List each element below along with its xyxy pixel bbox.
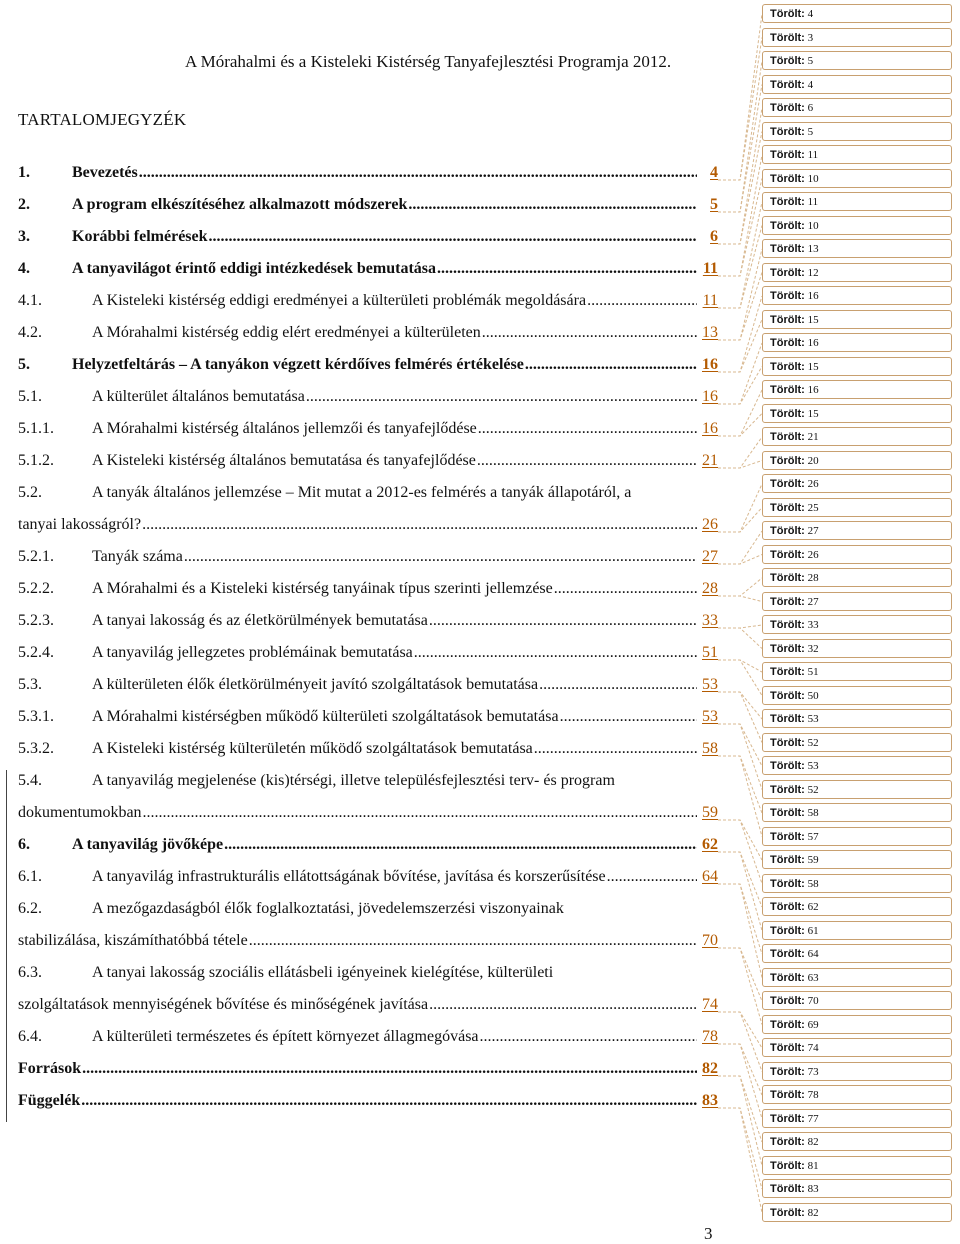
- comment-leader-line: [718, 724, 762, 766]
- comment-value: 82: [807, 1136, 819, 1148]
- deleted-comment-balloon[interactable]: [762, 921, 952, 940]
- comment-label: Törölt:: [770, 877, 805, 890]
- toc-entry-title: A Kisteleki kistérség általános bemutatása és tanyafejlődése: [92, 452, 476, 469]
- toc-entry-number: 4.2.: [18, 324, 42, 341]
- comment-leader-line: [718, 948, 762, 1001]
- toc-entry-number: 6.2.: [18, 900, 42, 917]
- toc-entry-title: A tanyák általános jellemzése – Mit mutat a 2012-es felmérés a tanyák állapotáról, a: [92, 484, 632, 501]
- comment-label: Törölt:: [770, 78, 805, 91]
- comment-leader-line: [718, 692, 762, 743]
- comment-value: 27: [807, 525, 819, 537]
- comment-value: 33: [807, 619, 819, 631]
- toc-page-link[interactable]: 51: [702, 644, 718, 661]
- deleted-comment-balloon[interactable]: [762, 427, 952, 446]
- comment-label: Törölt:: [770, 736, 805, 749]
- comment-value: 52: [807, 783, 819, 796]
- toc-page-link[interactable]: 58: [702, 740, 718, 757]
- toc-entry-number: 5.: [18, 356, 30, 373]
- toc-entry-title: A tanyavilág jellegzetes problémáinak bemutatása: [92, 644, 413, 661]
- comment-label: Törölt:: [770, 313, 805, 326]
- toc-entry-title: A Kisteleki kistérség eddigi eredményei a külterületi problémák megoldására: [92, 292, 587, 309]
- comment-value: 27: [807, 595, 819, 608]
- deleted-comment-balloon[interactable]: [762, 686, 952, 705]
- deleted-comment-balloon[interactable]: [762, 51, 952, 70]
- deleted-comment-balloon[interactable]: [762, 1203, 952, 1222]
- toc-page-link[interactable]: 62: [702, 836, 718, 853]
- comment-label: Törölt:: [770, 713, 805, 725]
- toc-entry-number: 5.1.2.: [18, 452, 54, 469]
- toc-page-link[interactable]: 16: [702, 356, 718, 373]
- comment-leader-line: [718, 660, 762, 672]
- deleted-comment-balloon[interactable]: [762, 380, 952, 399]
- comment-leader-line: [718, 1044, 762, 1095]
- toc-entry-title: A Mórahalmi kistérség eddig elért eredményei a külterületen: [92, 324, 481, 341]
- comment-leader-line: [718, 1044, 762, 1119]
- deleted-comment-balloon[interactable]: [762, 216, 952, 235]
- comment-value: 77: [807, 1112, 819, 1125]
- toc-entry-title: A Mórahalmi kistérségben működő külterületi szolgáltatások bemutatása: [92, 708, 559, 725]
- toc-entry-number: 5.3.1.: [18, 708, 54, 725]
- toc-entry-number: 5.2.3.: [18, 612, 54, 629]
- comment-value: 62: [807, 901, 819, 913]
- toc-entry-number: 5.2.2.: [18, 580, 54, 597]
- comment-label: Törölt:: [770, 407, 805, 420]
- comment-leader-line: [718, 484, 762, 532]
- comment-label: Törölt:: [770, 642, 805, 655]
- comment-label: Törölt:: [770, 360, 805, 373]
- comment-leader-line: [718, 852, 762, 907]
- comment-value: 78: [807, 1089, 819, 1101]
- comment-leader-line: [718, 756, 762, 813]
- deleted-comment-balloon[interactable]: [762, 639, 952, 658]
- deleted-comment-balloon[interactable]: [762, 662, 952, 681]
- comment-leader-line: [718, 155, 762, 276]
- toc-entry-number: 5.2.: [18, 484, 42, 501]
- comment-leader-line: [718, 531, 762, 564]
- toc-entry-number: 4.1.: [18, 292, 42, 309]
- comment-value: 28: [807, 572, 819, 584]
- deleted-comment-balloon[interactable]: [762, 474, 952, 493]
- comment-label: Törölt:: [770, 854, 805, 866]
- toc-entry-title: A külterület általános bemutatása: [92, 388, 305, 405]
- comment-label: Törölt:: [770, 1136, 805, 1148]
- comment-leader-line: [718, 628, 762, 649]
- comment-label: Törölt:: [770, 971, 805, 984]
- toc-entry-title-cont: stabilizálása, kiszámíthatóbbá tétele: [18, 932, 248, 949]
- toc-entry-number: 6.: [18, 836, 30, 853]
- toc-entry-number: 5.4.: [18, 772, 42, 789]
- toc-page-link[interactable]: 33: [702, 612, 718, 629]
- comment-label: Törölt:: [770, 689, 805, 702]
- comment-value: 11: [807, 149, 819, 161]
- comment-value: 51: [807, 666, 819, 678]
- deleted-comment-balloon[interactable]: [762, 733, 952, 752]
- comment-value: 16: [807, 290, 819, 302]
- toc-page-link[interactable]: 13: [702, 324, 718, 341]
- toc-page-link[interactable]: 11: [702, 292, 718, 309]
- comment-label: Törölt:: [770, 948, 805, 960]
- comment-leader-line: [718, 1108, 762, 1189]
- toc-entry-title: Függelék: [18, 1092, 81, 1109]
- document-header: A Mórahalmi és a Kisteleki Kistérség Tanyafejlesztési Programja 2012.: [185, 52, 672, 71]
- comment-value: 73: [807, 1065, 819, 1078]
- deleted-comment-balloon[interactable]: [762, 192, 952, 211]
- comment-leader-line: [718, 884, 762, 978]
- comment-value: 81: [807, 1159, 819, 1172]
- toc-page-link[interactable]: 74: [702, 996, 718, 1013]
- toc-entry-number: 5.1.: [18, 388, 42, 405]
- comment-label: Törölt:: [770, 619, 805, 631]
- deleted-comment-balloon[interactable]: [762, 4, 952, 23]
- deleted-comment-balloon[interactable]: [762, 286, 952, 305]
- comment-value: 74: [807, 1042, 819, 1054]
- toc-entry-number: 2.: [18, 196, 30, 213]
- comment-value: 4: [807, 78, 814, 91]
- comment-label: Törölt:: [770, 1159, 805, 1172]
- deleted-comment-balloon[interactable]: [762, 944, 952, 963]
- toc-entry-number: 3.: [18, 228, 30, 245]
- comment-value: 20: [807, 454, 819, 467]
- comment-value: 15: [807, 360, 819, 373]
- comment-leader-line: [718, 461, 762, 469]
- deleted-comment-balloon[interactable]: [762, 615, 952, 634]
- page-number: 3: [704, 1224, 713, 1243]
- comment-value: 32: [807, 642, 819, 655]
- comment-label: Törölt:: [770, 901, 805, 913]
- comment-value: 25: [807, 501, 819, 514]
- comment-label: Törölt:: [770, 431, 805, 443]
- comment-value: 3: [807, 31, 814, 44]
- comment-label: Törölt:: [770, 102, 805, 114]
- comment-value: 11: [807, 196, 819, 208]
- comment-leader-line: [718, 508, 762, 533]
- comment-value: 70: [807, 995, 819, 1007]
- deleted-comment-balloon[interactable]: [762, 145, 952, 164]
- comment-leader-line: [718, 320, 762, 373]
- comment-leader-line: [718, 414, 762, 437]
- deleted-comment-balloon[interactable]: [762, 709, 952, 728]
- comment-value: 21: [807, 431, 819, 443]
- deleted-comment-balloon[interactable]: [762, 756, 952, 775]
- deleted-comment-balloon[interactable]: [762, 592, 952, 611]
- toc-entry-number: 5.2.1.: [18, 548, 54, 565]
- deleted-comment-balloon[interactable]: [762, 1132, 952, 1151]
- comment-label: Törölt:: [770, 337, 805, 349]
- deleted-comment-balloon[interactable]: [762, 803, 952, 822]
- toc-page-link[interactable]: 53: [702, 676, 718, 693]
- toc-entry-number: 5.1.1.: [18, 420, 54, 437]
- deleted-comment-balloon[interactable]: [762, 75, 952, 94]
- comment-value: 58: [807, 807, 819, 819]
- comment-leader-line: [718, 1076, 762, 1166]
- comment-label: Törölt:: [770, 243, 805, 255]
- comment-label: Törölt:: [770, 760, 805, 772]
- toc-page-link[interactable]: 59: [702, 804, 718, 821]
- toc-entry-title: Korábbi felmérések: [72, 228, 208, 245]
- toc-page-link[interactable]: 6: [710, 228, 718, 245]
- toc-entry-title: A külterületen élők életkörülményeit javító szolgáltatások bemutatása: [92, 676, 539, 693]
- comment-leader-line: [718, 1012, 762, 1072]
- comment-value: 53: [807, 713, 819, 725]
- toc-entry-title-cont: dokumentumokban: [18, 804, 142, 821]
- comment-label: Törölt:: [770, 1018, 805, 1031]
- toc-page-link[interactable]: 4: [710, 164, 718, 181]
- comment-leader-line: [718, 437, 762, 468]
- comment-label: Törölt:: [770, 290, 805, 302]
- comment-leader-line: [718, 343, 762, 404]
- toc-entry-number: 5.3.: [18, 676, 42, 693]
- comment-label: Törölt:: [770, 219, 805, 232]
- comment-leader-line: [718, 555, 762, 565]
- comment-value: 4: [807, 8, 814, 20]
- comment-leader-line: [718, 273, 762, 341]
- deleted-comment-balloon[interactable]: [762, 874, 952, 893]
- comment-value: 52: [807, 736, 819, 749]
- comment-value: 15: [807, 407, 819, 420]
- comment-label: Törölt:: [770, 807, 805, 819]
- comment-leader-line: [718, 226, 762, 309]
- comment-leader-line: [718, 108, 762, 244]
- deleted-comment-balloon[interactable]: [762, 451, 952, 470]
- comment-value: 57: [807, 830, 819, 843]
- comment-leader-line: [718, 1012, 762, 1048]
- comment-value: 16: [807, 337, 819, 349]
- comment-label: Törölt:: [770, 548, 805, 561]
- deleted-comment-balloon[interactable]: [762, 28, 952, 47]
- deleted-comment-balloon[interactable]: [762, 1109, 952, 1128]
- toc-entry-title: A Mórahalmi és a Kisteleki kistérség tanyáinak típus szerinti jellemzése: [92, 580, 553, 597]
- toc-entry-title: Helyzetfeltárás – A tanyákon végzett kérdőíves felmérés értékelése: [72, 356, 524, 373]
- comment-label: Törölt:: [770, 1042, 805, 1054]
- comment-value: 12: [807, 266, 819, 279]
- toc-entry-title: Források: [18, 1060, 82, 1077]
- comment-label: Törölt:: [770, 1206, 805, 1219]
- comment-label: Törölt:: [770, 572, 805, 584]
- comment-leader-line: [718, 660, 762, 696]
- comment-label: Törölt:: [770, 196, 805, 208]
- toc-entry-title: A program elkészítéséhez alkalmazott módszerek: [72, 196, 408, 213]
- comment-label: Törölt:: [770, 8, 805, 20]
- toc-entry-number: 4.: [18, 260, 30, 277]
- deleted-comment-balloon[interactable]: [762, 333, 952, 352]
- comment-value: 63: [807, 971, 819, 984]
- deleted-comment-balloon[interactable]: [762, 827, 952, 846]
- toc-page-link[interactable]: 53: [702, 708, 718, 725]
- comment-value: 69: [807, 1018, 819, 1031]
- comment-leader-line: [718, 596, 762, 602]
- toc-entry-title: A tanyavilág infrastrukturális ellátottságának bővítése, javítása és korszerűsítése: [92, 868, 606, 885]
- toc-entry-title: A mezőgazdaságból élők foglalkoztatási, jövedelemszerzési viszonyainak: [92, 900, 564, 917]
- comment-label: Törölt:: [770, 149, 805, 161]
- toc-entry-title: A tanyai lakosság és az életkörülmények bemutatása: [92, 612, 428, 629]
- toc-page-link[interactable]: 21: [702, 452, 718, 469]
- comment-value: 15: [807, 313, 819, 326]
- comment-label: Törölt:: [770, 830, 805, 843]
- toc-entry-number: 6.1.: [18, 868, 42, 885]
- deleted-comment-balloon[interactable]: [762, 545, 952, 564]
- deleted-comment-balloon[interactable]: [762, 1015, 952, 1034]
- comment-value: 58: [807, 877, 819, 890]
- toc-page-link[interactable]: 70: [702, 932, 718, 949]
- comment-label: Törölt:: [770, 384, 805, 396]
- comment-label: Törölt:: [770, 454, 805, 467]
- toc-entry-title: A tanyavilág megjelenése (kis)térségi, illetve településfejlesztési terv- és program: [92, 772, 615, 789]
- comment-label: Törölt:: [770, 783, 805, 796]
- toc-entry-title: A külterületi természetes és épített környezet állagmegóvása: [92, 1028, 479, 1045]
- comment-label: Törölt:: [770, 1112, 805, 1125]
- deleted-comment-balloon[interactable]: [762, 968, 952, 987]
- comment-leader-line: [718, 390, 762, 436]
- comment-value: 5: [807, 55, 814, 67]
- toc-page-link[interactable]: 82: [702, 1060, 718, 1077]
- comment-value: 64: [807, 948, 819, 960]
- comment-leader-line: [718, 852, 762, 931]
- comment-value: 50: [807, 689, 819, 702]
- comment-value: 82: [807, 1206, 819, 1219]
- deleted-comment-balloon[interactable]: [762, 404, 952, 423]
- comment-label: Törölt:: [770, 525, 805, 537]
- comment-leader-line: [718, 249, 762, 340]
- deleted-comment-balloon[interactable]: [762, 239, 952, 258]
- toc-entry-number: 5.3.2.: [18, 740, 54, 757]
- deleted-comment-balloon[interactable]: [762, 263, 952, 282]
- toc-page-link[interactable]: 78: [702, 1028, 718, 1045]
- toc-entry-title: A tanyavilágot érintő eddigi intézkedések bemutatása: [72, 260, 436, 277]
- toc-entry-number: 1.: [18, 164, 30, 181]
- comment-leader-line: [718, 14, 762, 180]
- comment-label: Törölt:: [770, 666, 805, 678]
- toc-entry-number: 5.2.4.: [18, 644, 54, 661]
- deleted-comment-balloon[interactable]: [762, 1085, 952, 1104]
- comment-leader-line: [718, 884, 762, 954]
- toc-entry-title-cont: szolgáltatások mennyiségének bővítése és minőségének javítása: [18, 996, 429, 1013]
- comment-leader-line: [718, 578, 762, 596]
- deleted-comment-balloon[interactable]: [762, 850, 952, 869]
- toc-page-link[interactable]: 64: [702, 868, 718, 885]
- toc-page-link[interactable]: 26: [702, 516, 718, 533]
- deleted-comment-balloon[interactable]: [762, 568, 952, 587]
- toc-page-link[interactable]: 16: [702, 420, 718, 437]
- comment-label: Törölt:: [770, 1089, 805, 1101]
- deleted-comment-balloon[interactable]: [762, 98, 952, 117]
- deleted-comment-balloon[interactable]: [762, 991, 952, 1010]
- deleted-comment-balloon[interactable]: [762, 1156, 952, 1175]
- toc-entry-number: 6.3.: [18, 964, 42, 981]
- deleted-comment-balloon[interactable]: [762, 122, 952, 141]
- toc-entry-title: A Mórahalmi kistérség általános jellemzői és tanyafejlődése: [92, 420, 477, 437]
- deleted-comment-balloon[interactable]: [762, 357, 952, 376]
- comment-label: Törölt:: [770, 1065, 805, 1078]
- toc-entry-title: Tanyák száma: [92, 548, 183, 565]
- comment-label: Törölt:: [770, 995, 805, 1007]
- comment-value: 6: [807, 102, 814, 114]
- deleted-comment-balloon[interactable]: [762, 498, 952, 517]
- comment-leader-line: [718, 132, 762, 245]
- toc-page-link[interactable]: 83: [702, 1092, 718, 1109]
- deleted-comment-balloon[interactable]: [762, 1179, 952, 1198]
- deleted-comment-balloon[interactable]: [762, 1038, 952, 1057]
- comment-label: Törölt:: [770, 55, 805, 67]
- comment-label: Törölt:: [770, 125, 805, 138]
- deleted-comment-balloon[interactable]: [762, 310, 952, 329]
- comment-label: Törölt:: [770, 595, 805, 608]
- comment-label: Törölt:: [770, 1183, 805, 1195]
- toc-entry-number: 6.4.: [18, 1028, 42, 1045]
- comment-leader-line: [718, 692, 762, 719]
- toc-entry-title-cont: tanyai lakosságról?: [18, 516, 142, 533]
- comment-value: 59: [807, 854, 819, 866]
- comment-label: Törölt:: [770, 172, 805, 185]
- toc-page-link[interactable]: 27: [702, 548, 718, 565]
- toc-entry-title: A tanyai lakosság szociális ellátásbeli igényeinek kielégítése, külterületi: [92, 964, 554, 981]
- deleted-comment-balloon[interactable]: [762, 169, 952, 188]
- toc-page-link[interactable]: 28: [702, 580, 718, 597]
- comment-label: Törölt:: [770, 924, 805, 937]
- comment-label: Törölt:: [770, 478, 805, 490]
- toc-entry-title: A Kisteleki kistérség külterületén működő szolgáltatások bemutatása: [92, 740, 533, 757]
- deleted-comment-balloon[interactable]: [762, 521, 952, 540]
- toc-entry-title: Bevezetés: [72, 164, 138, 181]
- comment-value: 10: [807, 172, 819, 185]
- toc-page-link[interactable]: 5: [710, 196, 718, 213]
- comment-label: Törölt:: [770, 31, 805, 44]
- comment-value: 13: [807, 243, 819, 255]
- comment-label: Törölt:: [770, 501, 805, 514]
- comment-label: Törölt:: [770, 266, 805, 279]
- comment-value: 5: [807, 125, 814, 138]
- comment-value: 53: [807, 760, 819, 772]
- deleted-comment-balloon[interactable]: [762, 1062, 952, 1081]
- deleted-comment-balloon[interactable]: [762, 780, 952, 799]
- toc-page-link[interactable]: 16: [702, 388, 718, 405]
- comment-value: 83: [807, 1183, 819, 1195]
- comment-value: 16: [807, 384, 819, 396]
- comment-value: 10: [807, 219, 819, 232]
- toc-page-link[interactable]: 11: [702, 260, 718, 277]
- comment-value: 26: [807, 548, 819, 561]
- comment-value: 26: [807, 478, 819, 490]
- toc-heading: TARTALOMJEGYZÉK: [18, 110, 187, 129]
- toc-entry-title: A tanyavilág jövőképe: [72, 836, 224, 853]
- deleted-comment-balloon[interactable]: [762, 897, 952, 916]
- comment-value: 61: [807, 924, 819, 937]
- comment-leader-line: [718, 820, 762, 860]
